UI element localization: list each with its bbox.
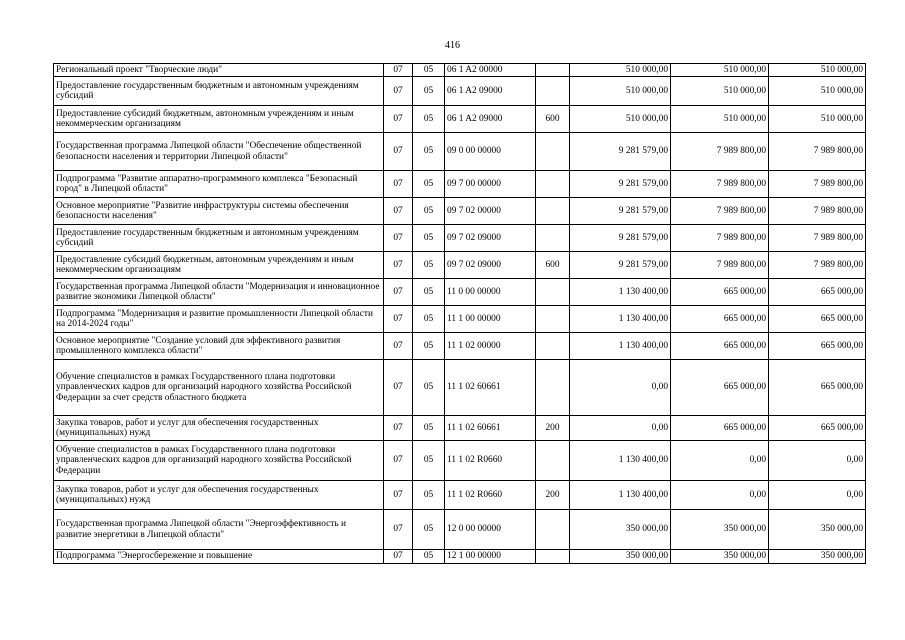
section-code-cell: 07: [384, 77, 413, 106]
section-code-cell: 07: [384, 252, 413, 279]
section-code-cell: 07: [384, 416, 413, 441]
amount-year3-cell: 7 989 800,00: [769, 225, 866, 252]
subsection-code-cell: 05: [413, 416, 445, 441]
section-code-cell: 07: [384, 106, 413, 133]
amount-year2-cell: 665 000,00: [671, 360, 769, 416]
amount-year1-cell: 0,00: [570, 416, 671, 441]
table-row: [54, 510, 866, 550]
amount-year3-cell: 0,00: [769, 441, 866, 481]
row-name-cell: Предоставление субсидий бюджетным, автономным учреждениям и иным некоммерческим организациям: [54, 252, 384, 279]
amount-year1-cell: 9 281 579,00: [570, 225, 671, 252]
subsection-code-cell: 05: [413, 279, 445, 306]
subsection-code-cell: 05: [413, 360, 445, 416]
amount-year2-cell: 7 989 800,00: [671, 133, 769, 171]
section-code-cell: 07: [384, 441, 413, 481]
table-row: [54, 64, 866, 77]
row-name-cell: Подпрограмма "Модернизация и развитие промышленности Липецкой области на 2014-2024 годы": [54, 306, 384, 333]
target-article-cell: 11 1 02 00000: [445, 333, 536, 360]
subsection-code-cell: 05: [413, 64, 445, 77]
expense-type-cell: [536, 360, 570, 416]
subsection-code-cell: 05: [413, 106, 445, 133]
amount-year1-cell: 9 281 579,00: [570, 171, 671, 198]
section-code-cell: 07: [384, 225, 413, 252]
expense-type-cell: [536, 77, 570, 106]
row-name-cell: Обучение специалистов в рамках Государственного плана подготовки управленческих кадров для организаций народного хозяйства Российской Федерации: [54, 441, 384, 481]
amount-year3-cell: 510 000,00: [769, 77, 866, 106]
amount-year2-cell: 665 000,00: [671, 333, 769, 360]
target-article-cell: 11 1 02 R0660: [445, 441, 536, 481]
subsection-code-cell: 05: [413, 252, 445, 279]
subsection-code-cell: 05: [413, 306, 445, 333]
section-code-cell: 07: [384, 64, 413, 77]
table-row: [54, 550, 866, 564]
target-article-cell: 06 1 A2 09000: [445, 106, 536, 133]
amount-year2-cell: 0,00: [671, 441, 769, 481]
expense-type-cell: [536, 198, 570, 225]
target-article-cell: 09 7 02 09000: [445, 225, 536, 252]
row-name-cell: Региональный проект "Творческие люди": [54, 64, 384, 77]
amount-year1-cell: 1 130 400,00: [570, 441, 671, 481]
amount-year3-cell: 510 000,00: [769, 106, 866, 133]
amount-year2-cell: 350 000,00: [671, 550, 769, 564]
expense-type-cell: [536, 510, 570, 550]
subsection-code-cell: 05: [413, 481, 445, 510]
amount-year3-cell: 665 000,00: [769, 279, 866, 306]
amount-year3-cell: 350 000,00: [769, 510, 866, 550]
amount-year2-cell: 7 989 800,00: [671, 171, 769, 198]
row-name-cell: Закупка товаров, работ и услуг для обеспечения государственных (муниципальных) нужд: [54, 481, 384, 510]
section-code-cell: 07: [384, 171, 413, 198]
expense-type-cell: [536, 550, 570, 564]
table-row: [54, 481, 866, 510]
amount-year3-cell: 510 000,00: [769, 64, 866, 77]
table-row: [54, 360, 866, 416]
amount-year1-cell: 510 000,00: [570, 77, 671, 106]
row-name-cell: Государственная программа Липецкой области "Модернизация и инновационное развитие экономики Липецкой области": [54, 279, 384, 306]
expense-type-cell: 600: [536, 252, 570, 279]
target-article-cell: 09 0 00 00000: [445, 133, 536, 171]
expense-type-cell: [536, 133, 570, 171]
section-code-cell: 07: [384, 360, 413, 416]
amount-year2-cell: 350 000,00: [671, 510, 769, 550]
target-article-cell: 11 1 02 60661: [445, 416, 536, 441]
expense-type-cell: [536, 306, 570, 333]
section-code-cell: 07: [384, 306, 413, 333]
amount-year2-cell: 665 000,00: [671, 279, 769, 306]
amount-year1-cell: 1 130 400,00: [570, 279, 671, 306]
amount-year3-cell: 665 000,00: [769, 416, 866, 441]
target-article-cell: 11 0 00 00000: [445, 279, 536, 306]
expense-type-cell: [536, 64, 570, 77]
amount-year2-cell: 7 989 800,00: [671, 225, 769, 252]
expense-type-cell: 200: [536, 481, 570, 510]
row-name-cell: Предоставление государственным бюджетным и автономным учреждениям субсидий: [54, 77, 384, 106]
subsection-code-cell: 05: [413, 550, 445, 564]
target-article-cell: 11 1 02 R0660: [445, 481, 536, 510]
target-article-cell: 06 1 A2 09000: [445, 77, 536, 106]
table-row: [54, 198, 866, 225]
target-article-cell: 11 1 02 60661: [445, 360, 536, 416]
page-number: 416: [445, 40, 460, 51]
section-code-cell: 07: [384, 481, 413, 510]
amount-year2-cell: 665 000,00: [671, 306, 769, 333]
expense-type-cell: 600: [536, 106, 570, 133]
row-name-cell: Основное мероприятие "Создание условий для эффективного развития промышленного комплекса области": [54, 333, 384, 360]
subsection-code-cell: 05: [413, 510, 445, 550]
table-row: [54, 333, 866, 360]
section-code-cell: 07: [384, 510, 413, 550]
table-row: [54, 306, 866, 333]
target-article-cell: 12 1 00 00000: [445, 550, 536, 564]
expense-type-cell: [536, 441, 570, 481]
amount-year2-cell: 510 000,00: [671, 106, 769, 133]
amount-year3-cell: 665 000,00: [769, 306, 866, 333]
amount-year2-cell: 665 000,00: [671, 416, 769, 441]
section-code-cell: 07: [384, 198, 413, 225]
amount-year1-cell: 1 130 400,00: [570, 481, 671, 510]
expense-type-cell: [536, 279, 570, 306]
table-row: [54, 441, 866, 481]
amount-year2-cell: 7 989 800,00: [671, 198, 769, 225]
section-code-cell: 07: [384, 550, 413, 564]
amount-year1-cell: 1 130 400,00: [570, 333, 671, 360]
amount-year3-cell: 7 989 800,00: [769, 252, 866, 279]
subsection-code-cell: 05: [413, 225, 445, 252]
amount-year2-cell: 510 000,00: [671, 77, 769, 106]
subsection-code-cell: 05: [413, 77, 445, 106]
subsection-code-cell: 05: [413, 171, 445, 198]
amount-year1-cell: 350 000,00: [570, 550, 671, 564]
row-name-cell: Закупка товаров, работ и услуг для обеспечения государственных (муниципальных) нужд: [54, 416, 384, 441]
section-code-cell: 07: [384, 133, 413, 171]
amount-year3-cell: 0,00: [769, 481, 866, 510]
row-name-cell: Подпрограмма "Энергосбережение и повышение: [54, 550, 384, 564]
subsection-code-cell: 05: [413, 133, 445, 171]
target-article-cell: 09 7 02 00000: [445, 198, 536, 225]
table-row: [54, 133, 866, 171]
budget-table: [53, 63, 866, 564]
amount-year2-cell: 510 000,00: [671, 64, 769, 77]
table-row: [54, 416, 866, 441]
amount-year3-cell: 7 989 800,00: [769, 133, 866, 171]
amount-year1-cell: 9 281 579,00: [570, 198, 671, 225]
target-article-cell: 12 0 00 00000: [445, 510, 536, 550]
amount-year1-cell: 0,00: [570, 360, 671, 416]
target-article-cell: 09 7 02 09000: [445, 252, 536, 279]
amount-year3-cell: 665 000,00: [769, 360, 866, 416]
amount-year3-cell: 7 989 800,00: [769, 171, 866, 198]
amount-year3-cell: 665 000,00: [769, 333, 866, 360]
amount-year1-cell: 9 281 579,00: [570, 133, 671, 171]
table-row: [54, 225, 866, 252]
row-name-cell: Предоставление субсидий бюджетным, автономным учреждениям и иным некоммерческим организациям: [54, 106, 384, 133]
target-article-cell: 09 7 00 00000: [445, 171, 536, 198]
row-name-cell: Государственная программа Липецкой области "Энергоэффективность и развитие энергетики в Липецкой области": [54, 510, 384, 550]
amount-year1-cell: 510 000,00: [570, 106, 671, 133]
amount-year2-cell: 7 989 800,00: [671, 252, 769, 279]
expense-type-cell: [536, 225, 570, 252]
table-row: [54, 279, 866, 306]
amount-year1-cell: 1 130 400,00: [570, 306, 671, 333]
expense-type-cell: [536, 171, 570, 198]
subsection-code-cell: 05: [413, 333, 445, 360]
row-name-cell: Подпрограмма "Развитие аппаратно-программного комплекса "Безопасный город" в Липецкой области": [54, 171, 384, 198]
target-article-cell: 11 1 00 00000: [445, 306, 536, 333]
amount-year1-cell: 510 000,00: [570, 64, 671, 77]
row-name-cell: Основное мероприятие "Развитие инфраструктуры системы обеспечения безопасности населения": [54, 198, 384, 225]
amount-year1-cell: 9 281 579,00: [570, 252, 671, 279]
table-row: [54, 106, 866, 133]
row-name-cell: Обучение специалистов в рамках Государственного плана подготовки управленческих кадров для организаций народного хозяйства Российской Федерации за счет средств областного бюджета: [54, 360, 384, 416]
table-row: [54, 252, 866, 279]
target-article-cell: 06 1 A2 00000: [445, 64, 536, 77]
expense-type-cell: 200: [536, 416, 570, 441]
amount-year3-cell: 7 989 800,00: [769, 198, 866, 225]
section-code-cell: 07: [384, 333, 413, 360]
row-name-cell: Государственная программа Липецкой области "Обеспечение общественной безопасности населения и территории Липецкой области": [54, 133, 384, 171]
amount-year3-cell: 350 000,00: [769, 550, 866, 564]
table-row: [54, 77, 866, 106]
subsection-code-cell: 05: [413, 441, 445, 481]
subsection-code-cell: 05: [413, 198, 445, 225]
amount-year2-cell: 0,00: [671, 481, 769, 510]
amount-year1-cell: 350 000,00: [570, 510, 671, 550]
row-name-cell: Предоставление государственным бюджетным и автономным учреждениям субсидий: [54, 225, 384, 252]
table-row: [54, 171, 866, 198]
section-code-cell: 07: [384, 279, 413, 306]
expense-type-cell: [536, 333, 570, 360]
